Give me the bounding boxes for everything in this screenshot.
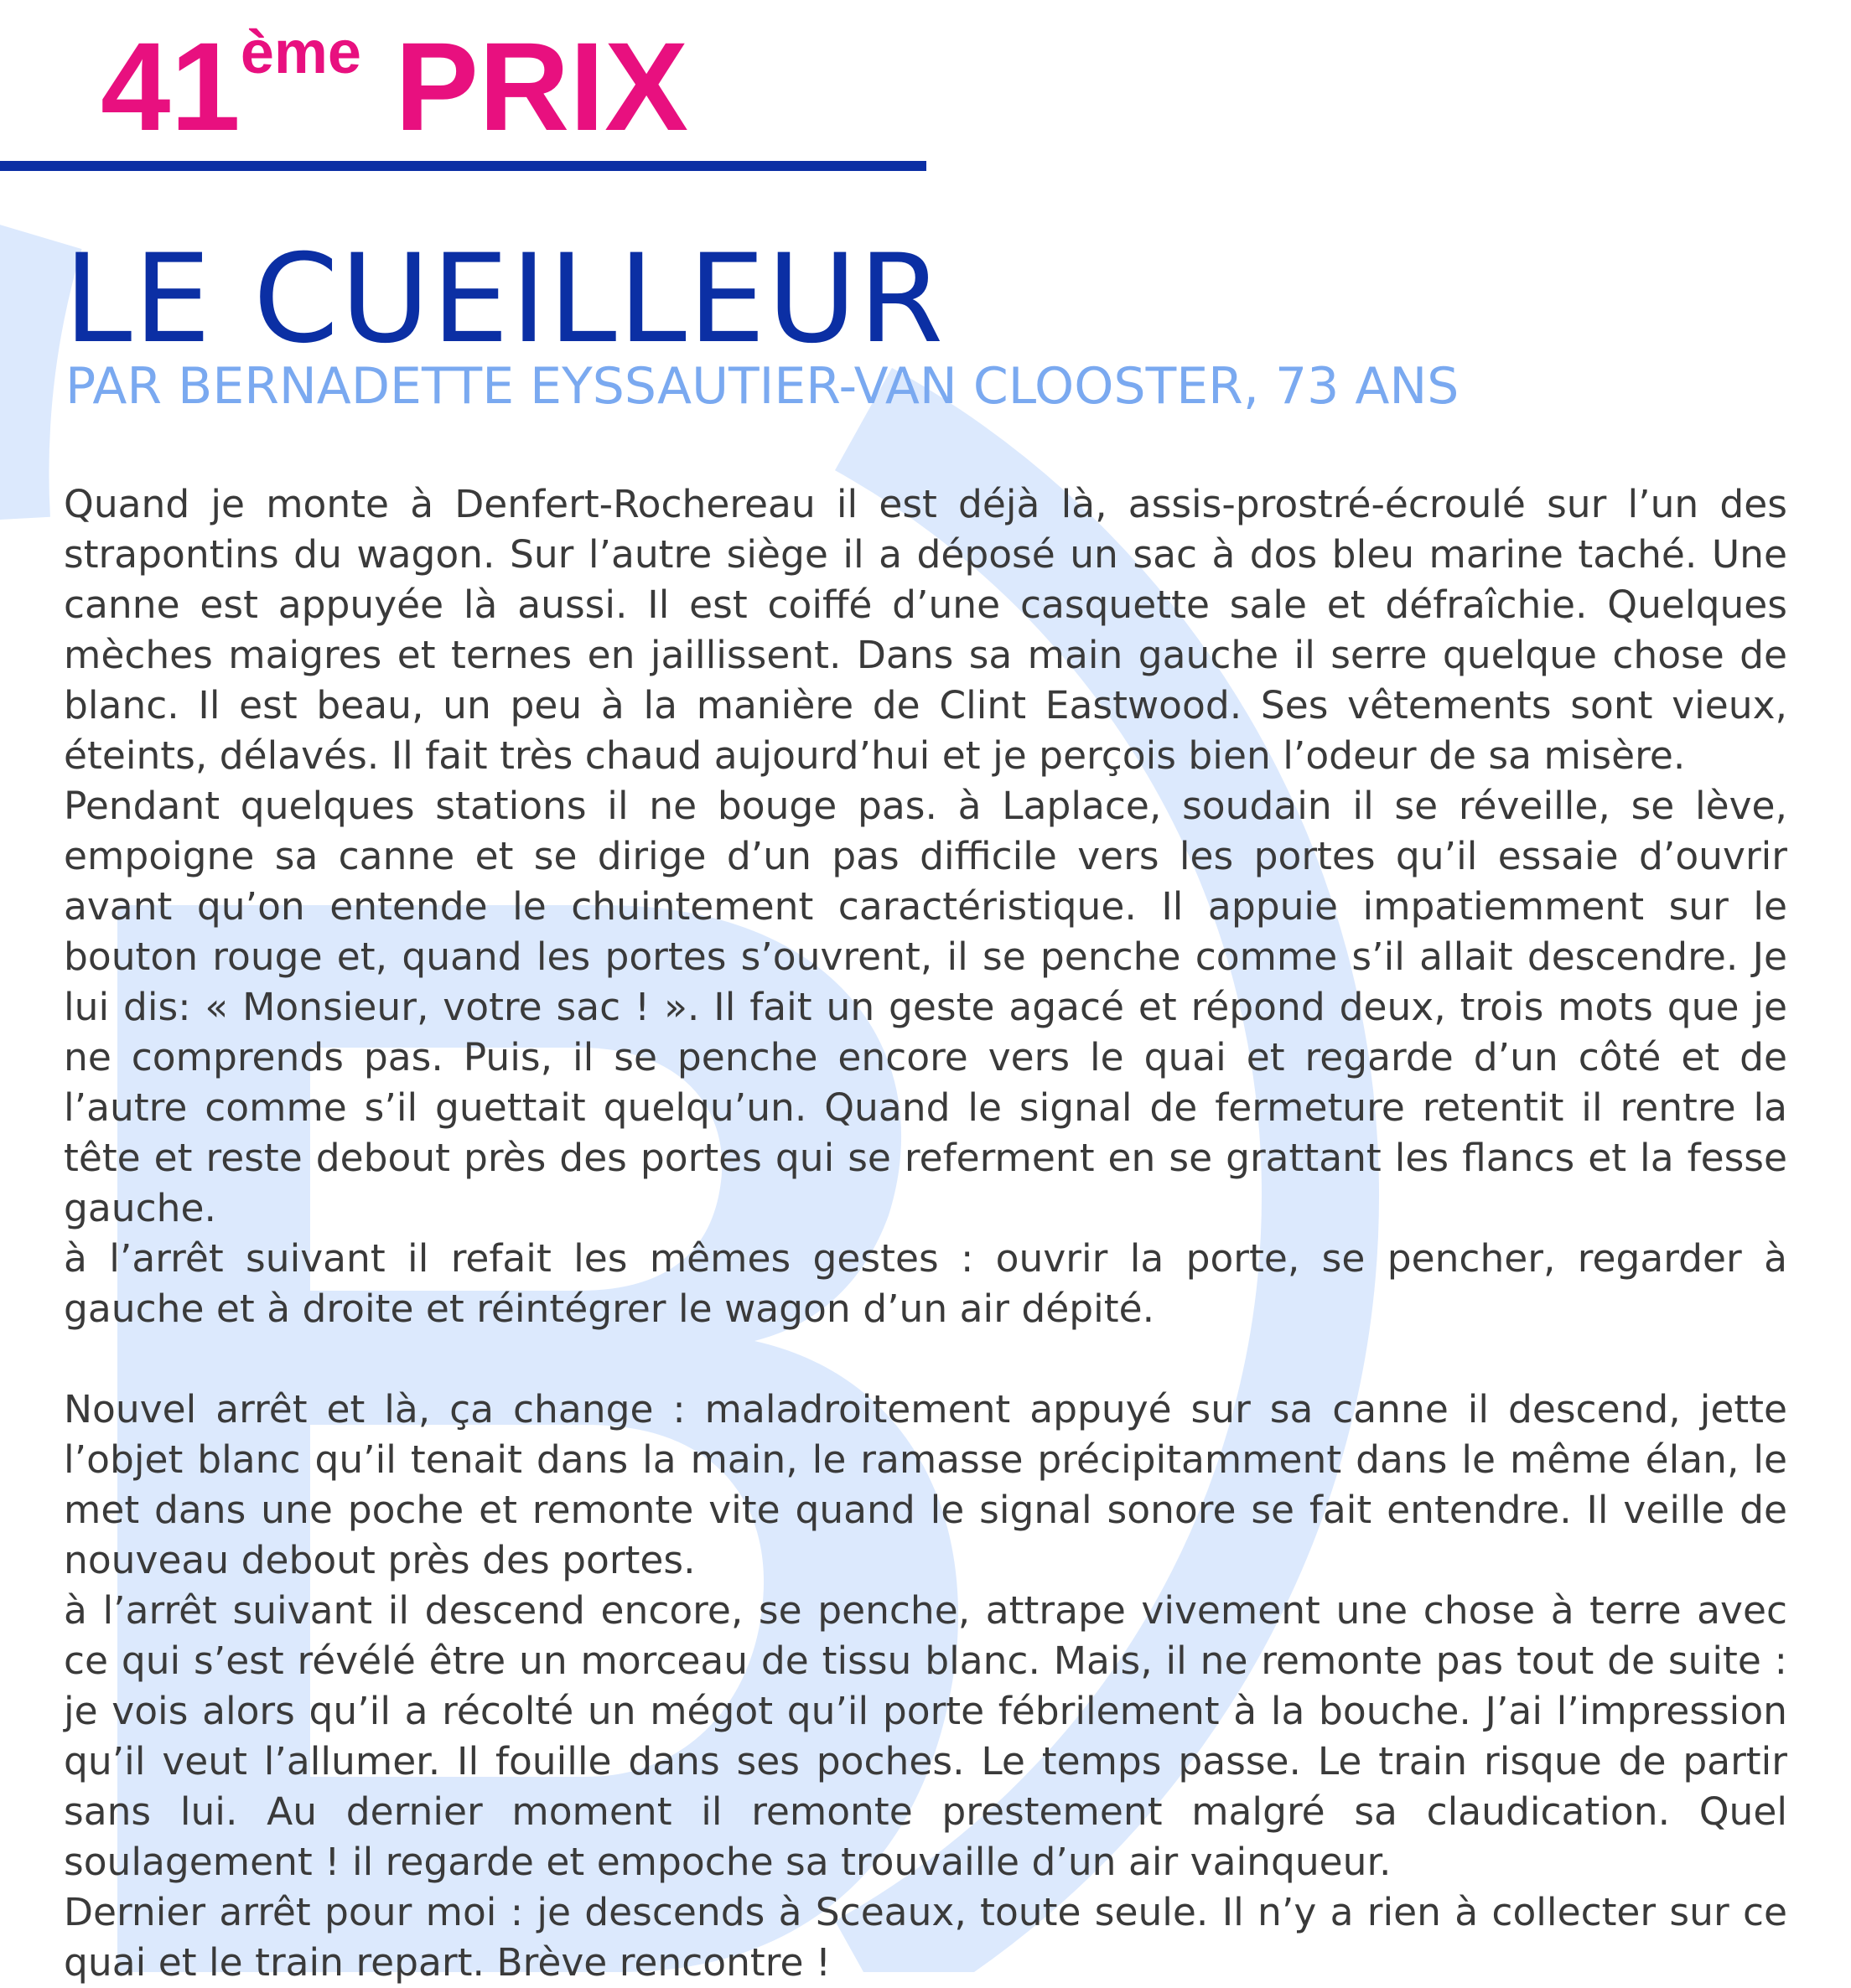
header-divider	[0, 161, 926, 171]
story-paragraph: Quand je monte à Denfert-Rochereau il est déjà là, assis-prostré-écroulé sur l’un des strapontins du wagon. Sur l’autre siège il a déposé un sac à dos bleu marine taché. Une canne est appuyée là aussi. Il est coiffé d’une casquette sale et défraîchie. Quelques mèches maigres et ternes en jaillissent. Dans sa main gauche il serre quelque chose de blanc. Il est beau, un peu à la manière de Clint Eastwood. Ses vêtements sont vieux, éteints, délavés. Il fait très chaud aujourd’hui et je perçois bien l’odeur de sa misère.	[64, 482, 1787, 778]
story-paragraph: à l’arrêt suivant il refait les mêmes gestes : ouvrir la porte, se pencher, regarder à gauche et à droite et réintégrer le wagon d’un air dépité.	[64, 1236, 1787, 1331]
paragraph-spacer	[64, 1334, 1787, 1385]
prize-number: 41	[101, 16, 241, 157]
prize-word: PRIX	[394, 16, 689, 157]
story-body	[64, 479, 1787, 1988]
prize-heading	[101, 16, 689, 157]
story-paragraph: Dernier arrêt pour moi : je descends à Sceaux, toute seule. Il n’y a rien à collecter sur ce quai et le train repart. Brève rencontre !	[64, 1890, 1787, 1985]
story-paragraph: à l’arrêt suivant il descend encore, se penche, attrape vivement une chose à terre avec ce qui s’est révélé être un morceau de tissu blanc. Mais, il ne remonte pas tout de suite : je vois alors qu’il a récolté un mégot qu’il porte fébrilement à la bouche. J’ai l’impression qu’il veut l’allumer. Il fouille dans ses poches. Le temps passe. Le train risque de partir sans lui. Au dernier moment il remonte prestement malgré sa claudication. Quel soulagement ! il regarde et empoche sa trouvaille d’un air vainqueur.	[64, 1588, 1787, 1884]
story-author: PAR BERNADETTE EYSSAUTIER-VAN CLOOSTER, 73 ANS	[65, 357, 1460, 416]
story-title: LE CUEILLEUR	[64, 228, 946, 370]
story-paragraph: Nouvel arrêt et là, ça change : maladroitement appuyé sur sa canne il descend, jette l’objet blanc qu’il tenait dans la main, le ramasse précipitamment dans le même élan, le met dans une poche et remonte vite quand le signal sonore se fait entendre. Il veille de nouveau debout près des portes.	[64, 1387, 1787, 1582]
story-paragraph: Pendant quelques stations il ne bouge pas. à Laplace, soudain il se réveille, se lève, empoigne sa canne et se dirige d’un pas difficile vers les portes qu’il essaie d’ouvrir avant qu’on entende le chuintement caractéristique. Il appuie impatiemment sur le bouton rouge et, quand les portes s’ouvrent, il se penche comme s’il allait descendre. Je lui dis: « Monsieur, votre sac ! ». Il fait un geste agacé et répond deux, trois mots que je ne comprends pas. Puis, il se penche encore vers le quai et regarde d’un côté et de l’autre comme s’il guettait quelqu’un. Quand le signal de fermeture retentit il rentre la tête et reste debout près des portes qui se referment en se grattant les flancs et la fesse gauche.	[64, 784, 1787, 1230]
prize-suffix: ème	[240, 19, 361, 86]
